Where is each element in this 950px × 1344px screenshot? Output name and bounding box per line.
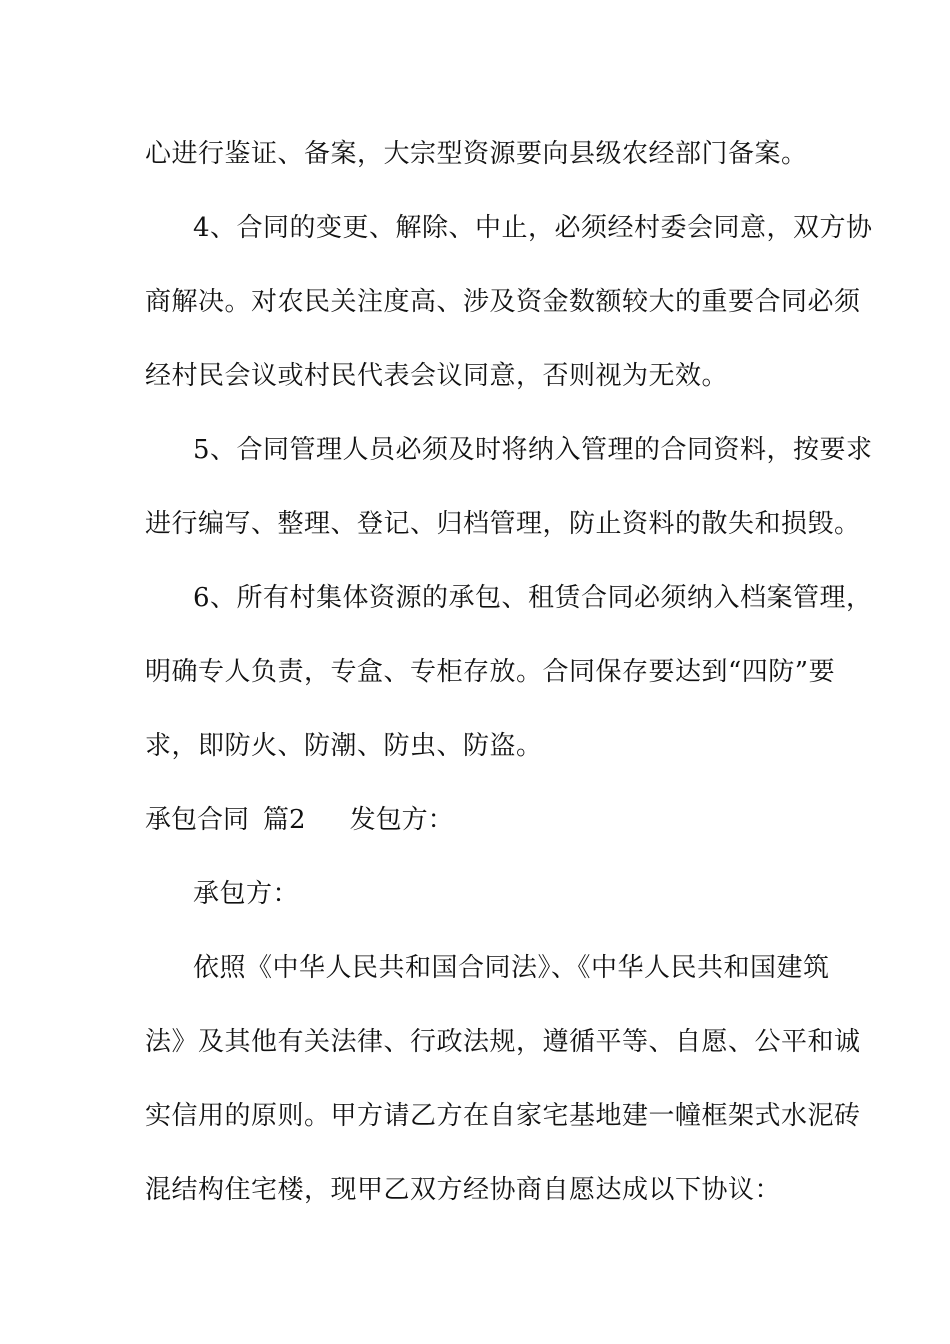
paragraph-line: 依照《中华人民共和国合同法》、《中华人民共和国建筑 [193,953,830,983]
section-heading [145,803,454,837]
paragraph-line: 明确专人负责，专盒、专柜存放。合同保存要达到“四防”要 [145,657,836,687]
paragraph-line: 心进行鉴证、备案，大宗型资源要向县级农经部门备案。 [145,139,808,169]
paragraph-line: 求，即防火、防潮、防虫、防盗。 [145,731,543,761]
paragraph-line: 实信用的原则。甲方请乙方在自家宅基地建一幢框架式水泥砖 [145,1101,861,1131]
paragraph-line: 进行编写、整理、登记、归档管理，防止资料的散失和损毁。 [145,509,861,539]
paragraph-line: 混结构住宅楼，现甲乙双方经协商自愿达成以下协议： [145,1175,782,1205]
paragraph-line: 商解决。对农民关注度高、涉及资金数额较大的重要合同必须 [145,287,861,317]
paragraph-line: 5、合同管理人员必须及时将纳入管理的合同资料，按要求 [193,435,873,465]
part-number: 篇2 [263,805,306,835]
paragraph-line: 4、合同的变更、解除、中止，必须经村委会同意，双方协 [193,213,873,243]
paragraph-line: 6、所有村集体资源的承包、租赁合同必须纳入档案管理， [193,583,873,613]
party-b-label: 承包方： [193,879,300,909]
party-a-label: 发包方： [349,805,454,835]
paragraph-line: 法》及其他有关法律、行政法规，遵循平等、自愿、公平和诚 [145,1027,861,1057]
contract-title: 承包合同 [145,805,250,835]
paragraph-line: 经村民会议或村民代表会议同意，否则视为无效。 [145,361,729,391]
